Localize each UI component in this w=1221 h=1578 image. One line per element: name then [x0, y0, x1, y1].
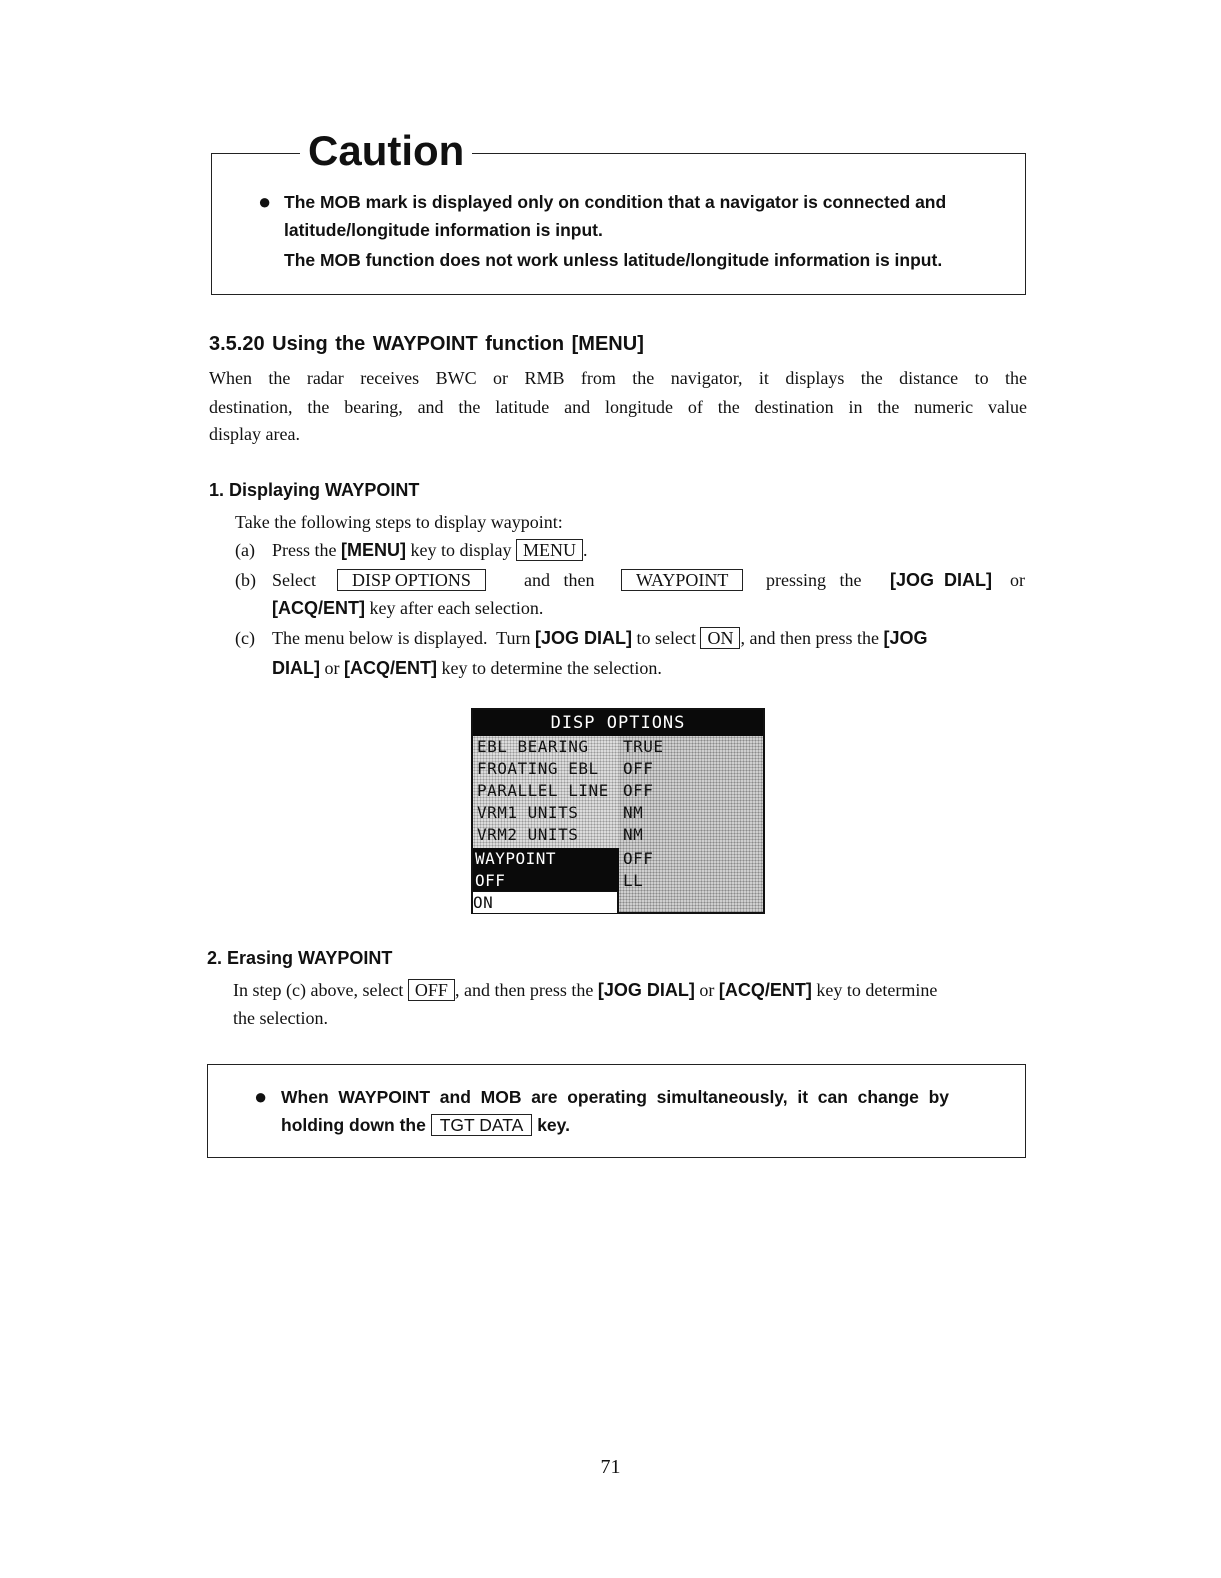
menu-value-vrm2-units: NM: [623, 825, 644, 844]
step2-text2: , and then press the: [454, 980, 598, 1000]
acq-ent-key-2: [ACQ/ENT]: [344, 658, 437, 678]
step-b-jog-dial: [JOG DIAL]: [890, 570, 992, 590]
intro-line-2: destination, the bearing, and the latitude and longitude of the destination in the numeric value: [209, 397, 1027, 417]
note-line2-text: holding down the: [281, 1115, 431, 1135]
step2-acq-ent-key: [ACQ/ENT]: [718, 980, 812, 1000]
step-b-line2: [272, 594, 543, 622]
menu-item-waypoint[interactable]: WAYPOINT: [473, 848, 619, 870]
step2-jog-dial-key: [JOG DIAL]: [597, 980, 695, 1000]
page-number: 71: [600, 1456, 621, 1478]
step-a-text2: key to display: [406, 540, 516, 560]
note-line-1: When WAYPOINT and MOB are operating simultaneously, it can change by: [281, 1087, 950, 1107]
step-b-and-then: and then: [524, 570, 595, 590]
note-line-2: [281, 1111, 570, 1139]
step-a-marker: (a): [235, 540, 255, 560]
step-b-line2-text: key after each selection.: [365, 598, 544, 618]
menu-box: MENU: [516, 539, 583, 561]
step-b-box1: [337, 566, 486, 594]
step-c-text2: to select: [632, 628, 701, 648]
step2-text1: In step (c) above, select: [233, 980, 408, 1000]
step-b-marker: (b): [235, 570, 256, 590]
step1-heading: 1. Displaying WAYPOINT: [209, 480, 420, 500]
menu-item-vrm2-units[interactable]: VRM2 UNITS: [477, 825, 579, 844]
step-c-text3: , and then press the: [740, 628, 884, 648]
menu-value-display: LL: [623, 871, 644, 890]
caution-title-wrap: [300, 126, 472, 176]
tgt-data-box: TGT DATA: [431, 1114, 533, 1136]
jog-key: [JOG: [883, 628, 928, 648]
note-bullet-icon: ●: [254, 1084, 268, 1109]
menu-title: DISP OPTIONS: [473, 710, 763, 736]
step2-heading: 2. Erasing WAYPOINT: [207, 948, 393, 968]
step2-line1: [233, 976, 937, 1004]
disp-options-menu: [471, 708, 765, 914]
step-a-end: .: [583, 540, 588, 560]
step-c-text5: key to determine the selection.: [437, 658, 662, 678]
menu-value-froating-ebl: OFF: [623, 759, 654, 778]
menu-value-vrm1-units: NM: [623, 803, 644, 822]
step-b-pressing: pressing the: [766, 570, 862, 590]
intro-line-3: display area.: [209, 424, 300, 444]
section-heading: 3.5.20 Using the WAYPOINT function [MENU]: [209, 333, 644, 355]
menu-item-parallel-line[interactable]: PARALLEL LINE: [477, 781, 609, 800]
step-b-or: or: [1010, 570, 1025, 590]
caution-title: Caution: [308, 127, 465, 174]
waypoint-box: WAYPOINT: [621, 569, 743, 591]
menu-value-waypoint: OFF: [623, 849, 654, 868]
step-b-box2: [621, 566, 743, 594]
acq-ent-key: [ACQ/ENT]: [272, 598, 365, 618]
step1-lead: Take the following steps to display waypoint:: [235, 512, 563, 532]
off-box: OFF: [408, 979, 455, 1001]
step-c-text1: The menu below is displayed. Turn: [272, 628, 535, 648]
step-a-text1: Press the: [272, 540, 341, 560]
intro-line-1: When the radar receives BWC or RMB from the navigator, it displays the distance to the: [209, 368, 1027, 388]
step-a-text: [272, 536, 588, 564]
menu-item-vrm1-units[interactable]: VRM1 UNITS: [477, 803, 579, 822]
step-b-select: Select: [272, 570, 316, 590]
step-c-line1: [272, 624, 927, 652]
menu-option-on[interactable]: ON: [473, 891, 619, 913]
step2-text3: or: [694, 980, 719, 1000]
caution-line-3: The MOB function does not work unless latitude/longitude information is input.: [284, 250, 943, 270]
caution-line-2: latitude/longitude information is input.: [284, 220, 603, 240]
menu-item-ebl-bearing[interactable]: EBL BEARING: [477, 737, 589, 756]
menu-item-froating-ebl[interactable]: FROATING EBL: [477, 759, 599, 778]
step2-text4: key to determine: [811, 980, 938, 1000]
menu-value-ebl-bearing: TRUE: [623, 737, 664, 756]
dial-key: DIAL]: [272, 658, 320, 678]
bullet-icon: ●: [258, 189, 272, 214]
disp-options-box: DISP OPTIONS: [337, 569, 486, 591]
on-box: ON: [700, 627, 740, 649]
step-c-line2: [272, 654, 662, 682]
menu-key: [MENU]: [341, 540, 406, 560]
jog-dial-key: [JOG DIAL]: [535, 628, 632, 648]
step-c-text4: or: [320, 658, 344, 678]
step2-line2: the selection.: [233, 1008, 328, 1028]
caution-line-1: The MOB mark is displayed only on condition that a navigator is connected and: [284, 192, 947, 212]
menu-value-parallel-line: OFF: [623, 781, 654, 800]
note-line2-end: key.: [532, 1115, 570, 1135]
menu-option-off[interactable]: OFF: [473, 870, 619, 892]
step-c-marker: (c): [235, 628, 255, 648]
